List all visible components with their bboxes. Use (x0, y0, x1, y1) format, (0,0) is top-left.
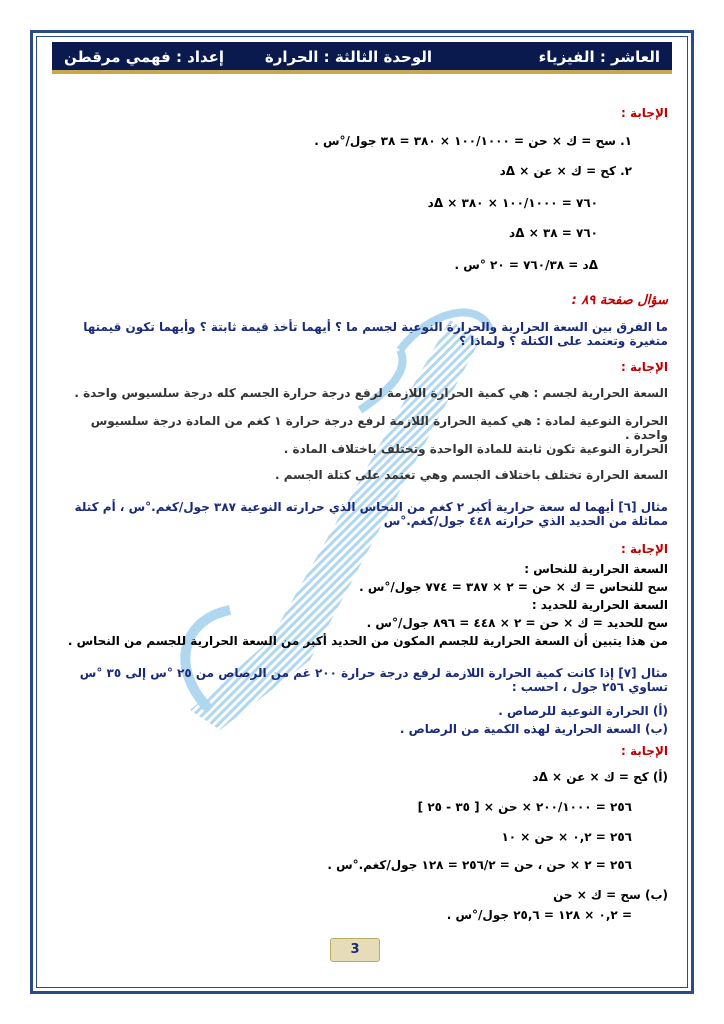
equation-line: Δد = ٧٦٠/٣٨ = ٢٠ °س . (454, 258, 598, 272)
iron-equation: سح للحديد = ك × حن = ٢ × ٤٤٨ = ٨٩٦ جول/°س . (366, 616, 668, 630)
page-number: 3 (330, 938, 380, 962)
question-text: ما الفرق بين السعة الحرارية والحرارة النوعية لجسم ما ؟ أيهما تأخذ قيمة ثابتة ؟ وأيهما تكون قيمتها متغيرة وتعتمد على الكتلة ؟ ولماذا ؟ (83, 320, 668, 348)
equation-line: ٢٥٦ = ٢ × حن ، حن = ٢٥٦/٢ = ١٢٨ جول/كغم.°س . (327, 858, 632, 872)
equation-line: = ٠,٢ × ١٢٨ = ٢٥,٦ جول/°س . (446, 908, 632, 922)
equation-line: (أ) كح = ك × عن × Δد (532, 770, 668, 784)
header-grade-subject: العاشر : الفيزياء (538, 48, 660, 66)
equation-line: ١. سح = ك × حن = ١٠٠/١٠٠٠ × ٣٨٠ = ٣٨ جول/°س . (314, 134, 632, 148)
definition-specific-heat: الحرارة النوعية لمادة : هي كمية الحرارة اللازمة لرفع درجة حرارة ١ كغم من المادة درجة سلسيوس واحدة . (90, 414, 668, 442)
answer-heading-1: الإجابة : (621, 106, 668, 120)
answer-heading-2: الإجابة : (621, 360, 668, 374)
equation-line: ٧٦٠ = ١٠٠/١٠٠٠ × ٣٨٠ × Δد (427, 196, 598, 210)
statement-specific-heat: الحرارة النوعية تكون ثابتة للمادة الواحدة وتختلف باختلاف المادة . (283, 442, 668, 456)
header-author: إعداد : فهمي مرقطن (64, 48, 225, 66)
equation-line: (ب) سح = ك × حن (553, 888, 668, 902)
statement-heat-capacity: السعة الحرارة تختلف باختلاف الجسم وهي تعتمد على كتلة الجسم . (274, 468, 668, 482)
example-7-part-a: (أ) الحرارة النوعية للرصاص . (498, 704, 668, 718)
question-heading: سؤال صفحة ٨٩ : (571, 293, 668, 308)
answer-heading-3: الإجابة : (621, 542, 668, 556)
header-unit: الوحدة الثالثة : الحرارة (264, 48, 432, 66)
iron-heading: السعة الحرارية للحديد : (531, 598, 668, 612)
equation-line: ٢. كح = ك × عن × Δد (499, 164, 632, 178)
equation-line: ٢٥٦ = ٢٠٠/١٠٠٠ × حن × [ ٣٥ - ٢٥ ] (417, 800, 632, 814)
example-7: مثال [٧] إذا كانت كمية الحرارة اللازمة لرفع درجة حرارة ٢٠٠ غم من الرصاص من ٢٥ °س إلى ٣٥ °س تساوي ٢٥٦ جول ، احسب : (79, 666, 668, 694)
answer-heading-4: الإجابة : (621, 744, 668, 758)
equation-line: ٢٥٦ = ٠,٢ × حن × ١٠ (501, 830, 632, 844)
copper-equation: سح للنحاس = ك × حن = ٢ × ٣٨٧ = ٧٧٤ جول/°س . (359, 580, 668, 594)
copper-heading: السعة الحرارية للنحاس : (524, 562, 668, 576)
page-header (52, 42, 672, 74)
conclusion-text: من هذا يتبين أن السعة الحرارية للجسم المكون من الحديد أكبر من السعة الحرارية للجسم من النحاس . (67, 634, 668, 648)
example-6: مثال [٦] أيهما له سعة حرارية أكبر ٢ كغم من النحاس الذي حرارته النوعية ٣٨٧ جول/كغم.°س ، أم كتلة مماثلة من الحديد الذي حرارته ٤٤٨ جول/كغم.°س (74, 500, 668, 528)
example-7-part-b: (ب) السعة الحرارية لهذه الكمية من الرصاص . (399, 722, 668, 736)
definition-heat-capacity: السعة الحرارية لجسم : هي كمية الحرارة اللازمة لرفع درجة حرارة الجسم كله درجة سلسيوس واحدة . (74, 386, 668, 400)
equation-line: ٧٦٠ = ٣٨ × Δد (509, 226, 598, 240)
